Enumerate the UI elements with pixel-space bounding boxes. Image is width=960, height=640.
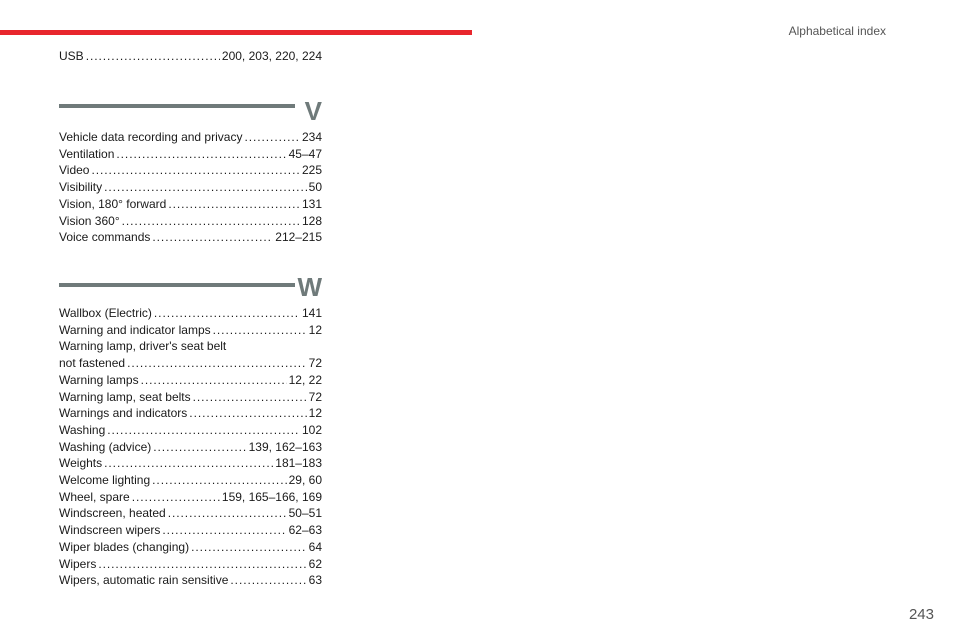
entry-pages: 45–47	[288, 146, 322, 161]
index-entry[interactable]	[59, 556, 322, 573]
leader-dots	[104, 179, 307, 196]
leader-dots	[107, 422, 300, 439]
entry-label-continued: not fastened	[59, 356, 126, 371]
entry-pages: 225	[301, 163, 322, 178]
index-entry[interactable]	[59, 539, 322, 556]
entry-pages: 139, 162–163	[248, 439, 322, 454]
leader-dots	[91, 162, 299, 179]
index-entry[interactable]	[59, 472, 322, 489]
leader-dots	[132, 489, 220, 506]
leader-dots	[230, 572, 306, 589]
index-entry[interactable]	[59, 229, 322, 246]
entry-pages: 200, 203, 220, 224	[221, 49, 322, 63]
page-header-title: Alphabetical index	[788, 24, 886, 38]
leader-dots	[122, 213, 300, 230]
leader-dots	[141, 372, 287, 389]
entry-label: Warning lamp, seat belts	[59, 389, 191, 404]
section-header-w	[59, 272, 322, 302]
index-entry[interactable]	[59, 455, 322, 472]
entry-label: Washing	[59, 422, 106, 437]
index-entry[interactable]	[59, 129, 322, 146]
entry-label: Wallbox (Electric)	[59, 306, 152, 320]
entry-pages: 12	[308, 322, 322, 337]
index-entry[interactable]	[59, 405, 322, 422]
index-entry[interactable]	[59, 213, 322, 230]
entry-pages: 131	[301, 196, 322, 211]
entry-pages: 12	[308, 406, 322, 421]
entry-pages: 50–51	[288, 506, 322, 521]
section-letter: W	[297, 272, 322, 302]
index-entry[interactable]	[59, 179, 322, 196]
leader-dots	[152, 472, 286, 489]
leader-dots	[162, 522, 286, 539]
leader-dots	[191, 539, 307, 556]
entry-label: Weights	[59, 456, 103, 471]
entry-label: Windscreen, heated	[59, 506, 166, 521]
section-header-v	[59, 96, 322, 126]
entry-pages: 181–183	[275, 456, 322, 471]
entry-label: Video	[59, 163, 90, 178]
section-letter: V	[304, 96, 322, 126]
entry-label: Vehicle data recording and privacy	[59, 130, 243, 144]
entry-pages: 72	[308, 356, 322, 371]
entry-pages: 128	[301, 213, 322, 228]
index-entry[interactable]	[59, 505, 322, 522]
leader-dots	[168, 505, 287, 522]
entry-label: Windscreen wipers	[59, 523, 161, 538]
leader-dots	[98, 556, 306, 573]
entry-label: Voice commands	[59, 230, 151, 245]
entry-pages: 64	[308, 539, 322, 554]
entry-pages: 102	[301, 422, 322, 437]
entry-pages: 62	[308, 556, 322, 571]
leader-dots	[189, 405, 306, 422]
index-entry[interactable]	[59, 162, 322, 179]
index-entry[interactable]	[59, 489, 322, 506]
leader-dots	[153, 439, 246, 456]
leader-dots	[244, 129, 300, 146]
index-entry[interactable]	[59, 372, 322, 389]
entry-pages: 159, 165–166, 169	[221, 489, 322, 504]
index-entry-first-line[interactable]	[59, 338, 322, 355]
leader-dots	[86, 48, 220, 65]
entry-label: Warning lamps	[59, 372, 139, 387]
entry-label: Welcome lighting	[59, 473, 151, 488]
index-entry[interactable]	[59, 146, 322, 163]
section-v-entries	[59, 129, 322, 246]
entry-label: Vision, 180° forward	[59, 196, 167, 211]
entry-label: Vision 360°	[59, 213, 120, 228]
section-rule	[59, 104, 295, 108]
entry-label: Ventilation	[59, 146, 115, 161]
entry-label: Wiper blades (changing)	[59, 539, 190, 554]
index-entry[interactable]	[59, 389, 322, 406]
index-entry[interactable]	[59, 305, 322, 322]
entry-label: Visibility	[59, 180, 103, 195]
entry-pages: 29, 60	[288, 473, 322, 488]
entry-pages: 63	[308, 573, 322, 588]
index-entry[interactable]	[59, 48, 322, 65]
entry-pages: 72	[308, 389, 322, 404]
leader-dots	[213, 322, 307, 339]
index-entry-continued[interactable]	[59, 355, 322, 372]
leader-dots	[168, 196, 300, 213]
entry-pages: 141	[301, 306, 322, 320]
entry-pages: 62–63	[288, 523, 322, 538]
entry-label: Warning lamp, driver's seat belt	[59, 339, 227, 354]
entry-pages: 12, 22	[288, 372, 322, 387]
index-entry[interactable]	[59, 522, 322, 539]
entry-label: USB	[59, 49, 84, 63]
leader-dots	[104, 455, 273, 472]
leader-dots	[127, 355, 307, 372]
entry-pages: 212–215	[275, 230, 322, 245]
index-entry[interactable]	[59, 322, 322, 339]
leader-dots	[193, 389, 307, 406]
index-entry[interactable]	[59, 572, 322, 589]
index-entry[interactable]	[59, 439, 322, 456]
entry-label: Wheel, spare	[59, 489, 130, 504]
section-rule	[59, 283, 295, 287]
entry-label: Wipers	[59, 556, 97, 571]
leader-dots	[116, 146, 286, 163]
entry-label: Wipers, automatic rain sensitive	[59, 573, 229, 588]
page-number: 243	[908, 606, 934, 623]
entry-pages: 50	[308, 180, 322, 195]
index-entry[interactable]	[59, 196, 322, 213]
accent-bar	[0, 30, 472, 35]
leader-dots	[154, 305, 300, 322]
index-entry[interactable]	[59, 422, 322, 439]
entry-pages: 234	[301, 130, 322, 144]
leader-dots	[152, 229, 273, 246]
entry-label: Warning and indicator lamps	[59, 322, 211, 337]
entry-label: Warnings and indicators	[59, 406, 188, 421]
index-column-top	[59, 48, 322, 65]
section-w-entries	[59, 305, 322, 589]
entry-label: Washing (advice)	[59, 439, 152, 454]
